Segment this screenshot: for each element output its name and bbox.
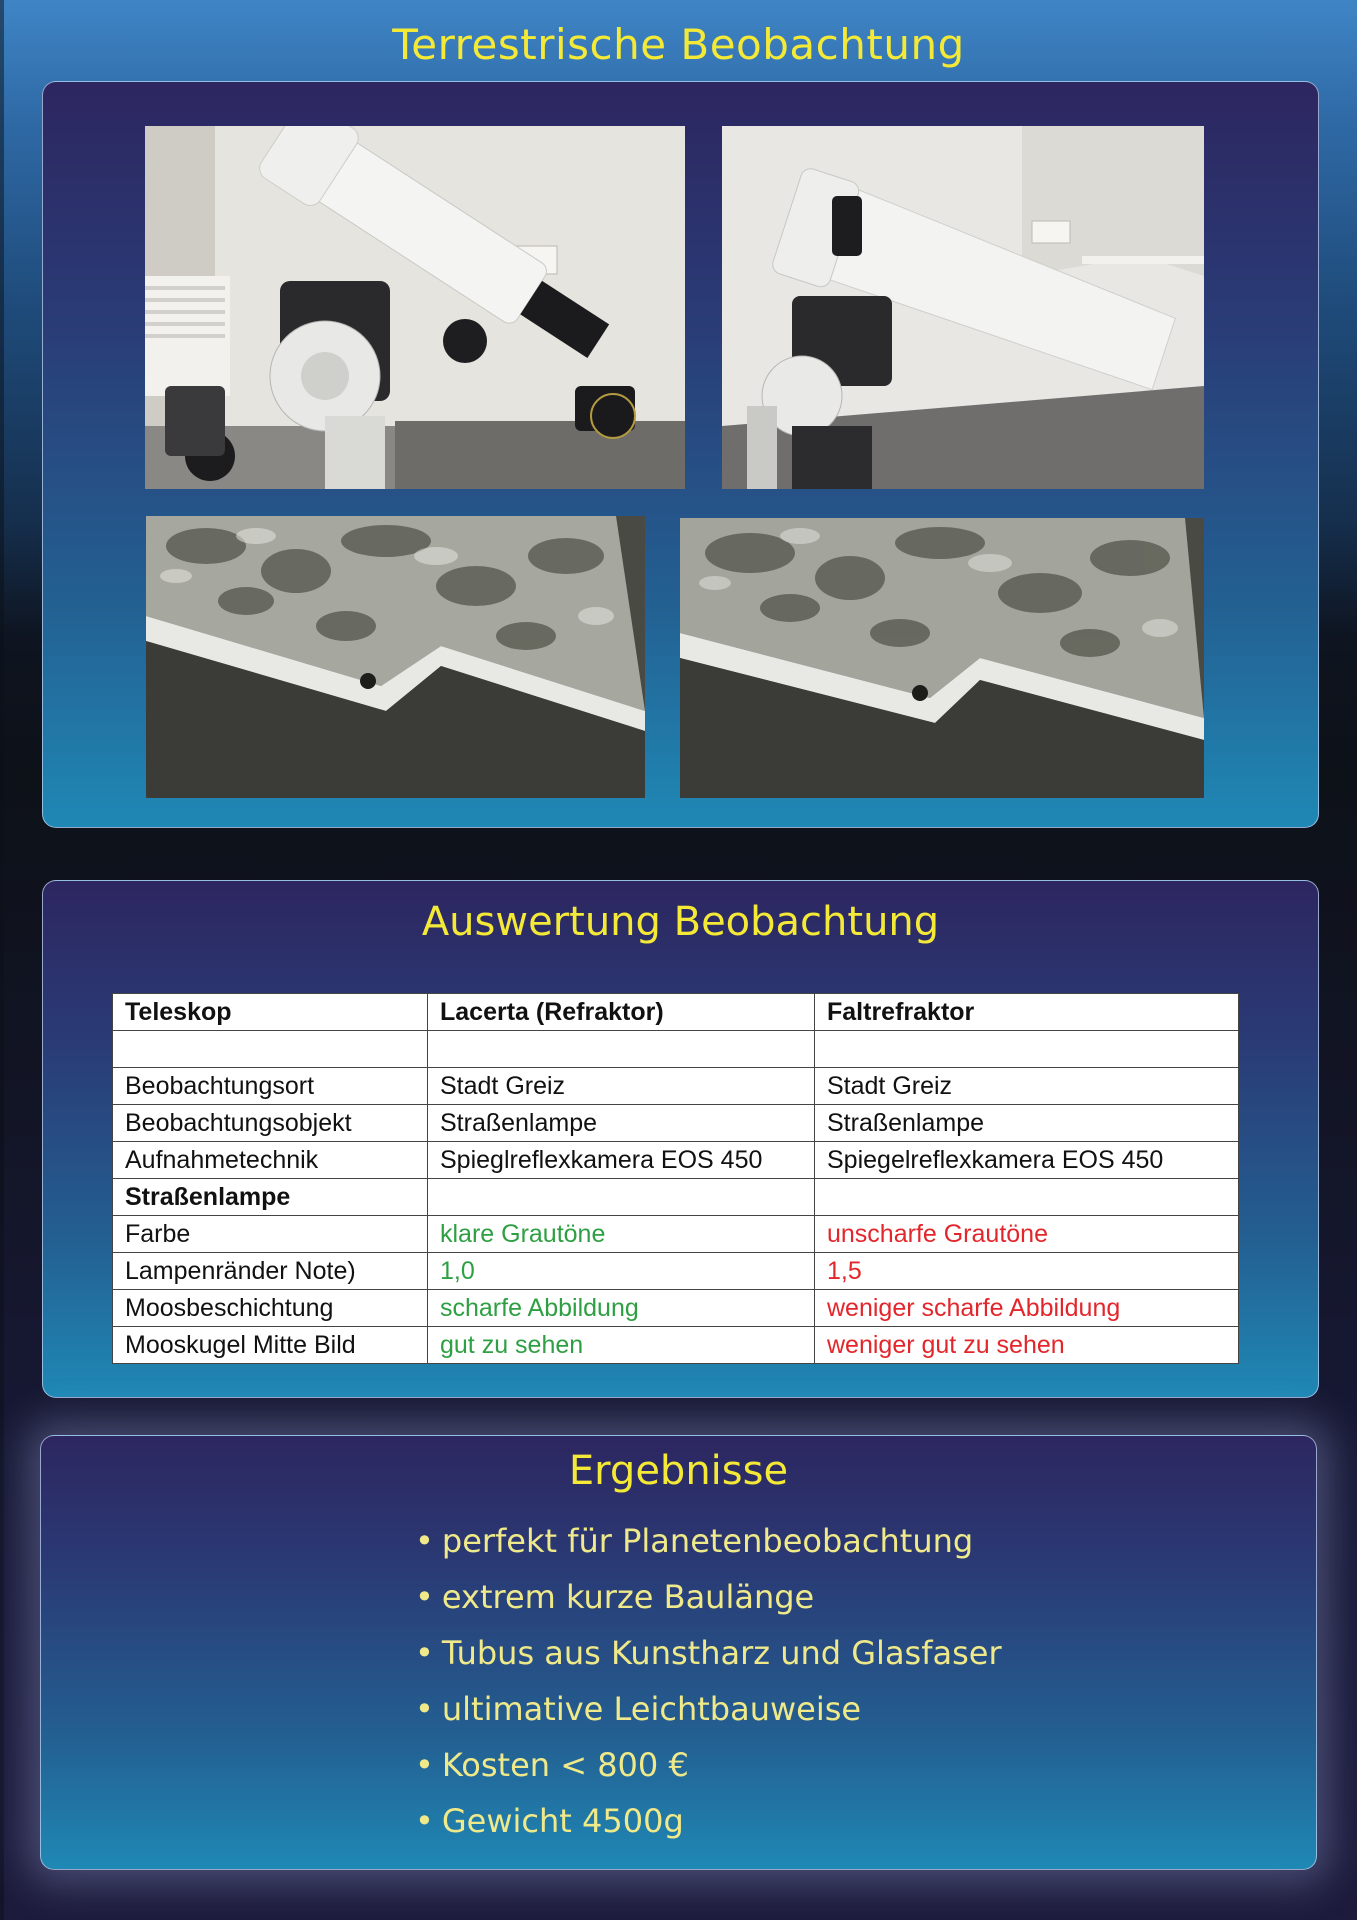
table-cell: gut zu sehen bbox=[428, 1327, 815, 1364]
table-cell bbox=[113, 1031, 428, 1068]
table-row bbox=[113, 994, 1239, 1031]
list-item-text: Kosten < 800 € bbox=[441, 1746, 689, 1784]
table-cell: 1,5 bbox=[815, 1253, 1239, 1290]
table-cell: Faltrefraktor bbox=[815, 994, 1239, 1031]
list-item-text: ultimative Leichtbauweise bbox=[441, 1690, 862, 1728]
table-cell bbox=[428, 1031, 815, 1068]
table-cell: Spiegelreflexkamera EOS 450 bbox=[815, 1142, 1239, 1179]
table-cell: Beobachtungsobjekt bbox=[113, 1105, 428, 1142]
bullet-icon: • bbox=[415, 1746, 434, 1784]
list-item-text: Gewicht 4500g bbox=[441, 1802, 684, 1840]
streetlamp-photo-lacerta bbox=[146, 516, 645, 798]
table-cell: unscharfe Grautöne bbox=[815, 1216, 1239, 1253]
results-list bbox=[415, 1513, 1002, 1849]
table-cell: Aufnahmetechnik bbox=[113, 1142, 428, 1179]
table-cell: Straßenlampe bbox=[815, 1105, 1239, 1142]
table-cell: Teleskop bbox=[113, 994, 428, 1031]
table-row bbox=[113, 1031, 1239, 1068]
table-cell: Straßenlampe bbox=[113, 1179, 428, 1216]
table-row bbox=[113, 1290, 1239, 1327]
list-item bbox=[415, 1793, 1002, 1849]
table-cell: Straßenlampe bbox=[428, 1105, 815, 1142]
table-cell: Beobachtungsort bbox=[113, 1068, 428, 1105]
results-heading: Ergebnisse bbox=[568, 1448, 789, 1494]
table-cell: 1,0 bbox=[428, 1253, 815, 1290]
list-item bbox=[415, 1513, 1002, 1569]
table-cell: Spieglreflexkamera EOS 450 bbox=[428, 1142, 815, 1179]
streetlamp-photo-faltrefraktor bbox=[680, 518, 1204, 798]
table-row bbox=[113, 1216, 1239, 1253]
table-cell bbox=[815, 1031, 1239, 1068]
telescope-photo-faltrefraktor bbox=[722, 126, 1204, 489]
evaluation-heading: Auswertung Beobachtung bbox=[421, 899, 940, 945]
table-row bbox=[113, 1068, 1239, 1105]
page-title: Terrestrische Beobachtung bbox=[392, 20, 965, 69]
telescope-photo-lacerta bbox=[145, 126, 685, 489]
table-cell: klare Grautöne bbox=[428, 1216, 815, 1253]
table-cell: Lampenränder Note) bbox=[113, 1253, 428, 1290]
table-cell: Stadt Greiz bbox=[428, 1068, 815, 1105]
bullet-icon: • bbox=[415, 1578, 434, 1616]
bullet-icon: • bbox=[415, 1522, 434, 1560]
bullet-icon: • bbox=[415, 1802, 434, 1840]
bullet-icon: • bbox=[415, 1634, 434, 1672]
table-cell: Moosbeschichtung bbox=[113, 1290, 428, 1327]
table-cell bbox=[428, 1179, 815, 1216]
table-cell: Stadt Greiz bbox=[815, 1068, 1239, 1105]
list-item-text: Tubus aus Kunstharz und Glasfaser bbox=[441, 1634, 1002, 1672]
list-item bbox=[415, 1625, 1002, 1681]
list-item-text: perfekt für Planetenbeobachtung bbox=[441, 1522, 974, 1560]
evaluation-table bbox=[112, 993, 1239, 1364]
table-row bbox=[113, 1105, 1239, 1142]
list-item bbox=[415, 1681, 1002, 1737]
table-cell: scharfe Abbildung bbox=[428, 1290, 815, 1327]
list-item-text: extrem kurze Baulänge bbox=[441, 1578, 815, 1616]
table-row bbox=[113, 1179, 1239, 1216]
table-cell bbox=[815, 1179, 1239, 1216]
table-cell: Lacerta (Refraktor) bbox=[428, 994, 815, 1031]
table-cell: Mooskugel Mitte Bild bbox=[113, 1327, 428, 1364]
table-cell: weniger gut zu sehen bbox=[815, 1327, 1239, 1364]
table-row bbox=[113, 1327, 1239, 1364]
table-row bbox=[113, 1253, 1239, 1290]
bullet-icon: • bbox=[415, 1690, 434, 1728]
left-edge bbox=[0, 0, 4, 1920]
table-row bbox=[113, 1142, 1239, 1179]
table-cell: Farbe bbox=[113, 1216, 428, 1253]
list-item bbox=[415, 1569, 1002, 1625]
list-item bbox=[415, 1737, 1002, 1793]
table-cell: weniger scharfe Abbildung bbox=[815, 1290, 1239, 1327]
